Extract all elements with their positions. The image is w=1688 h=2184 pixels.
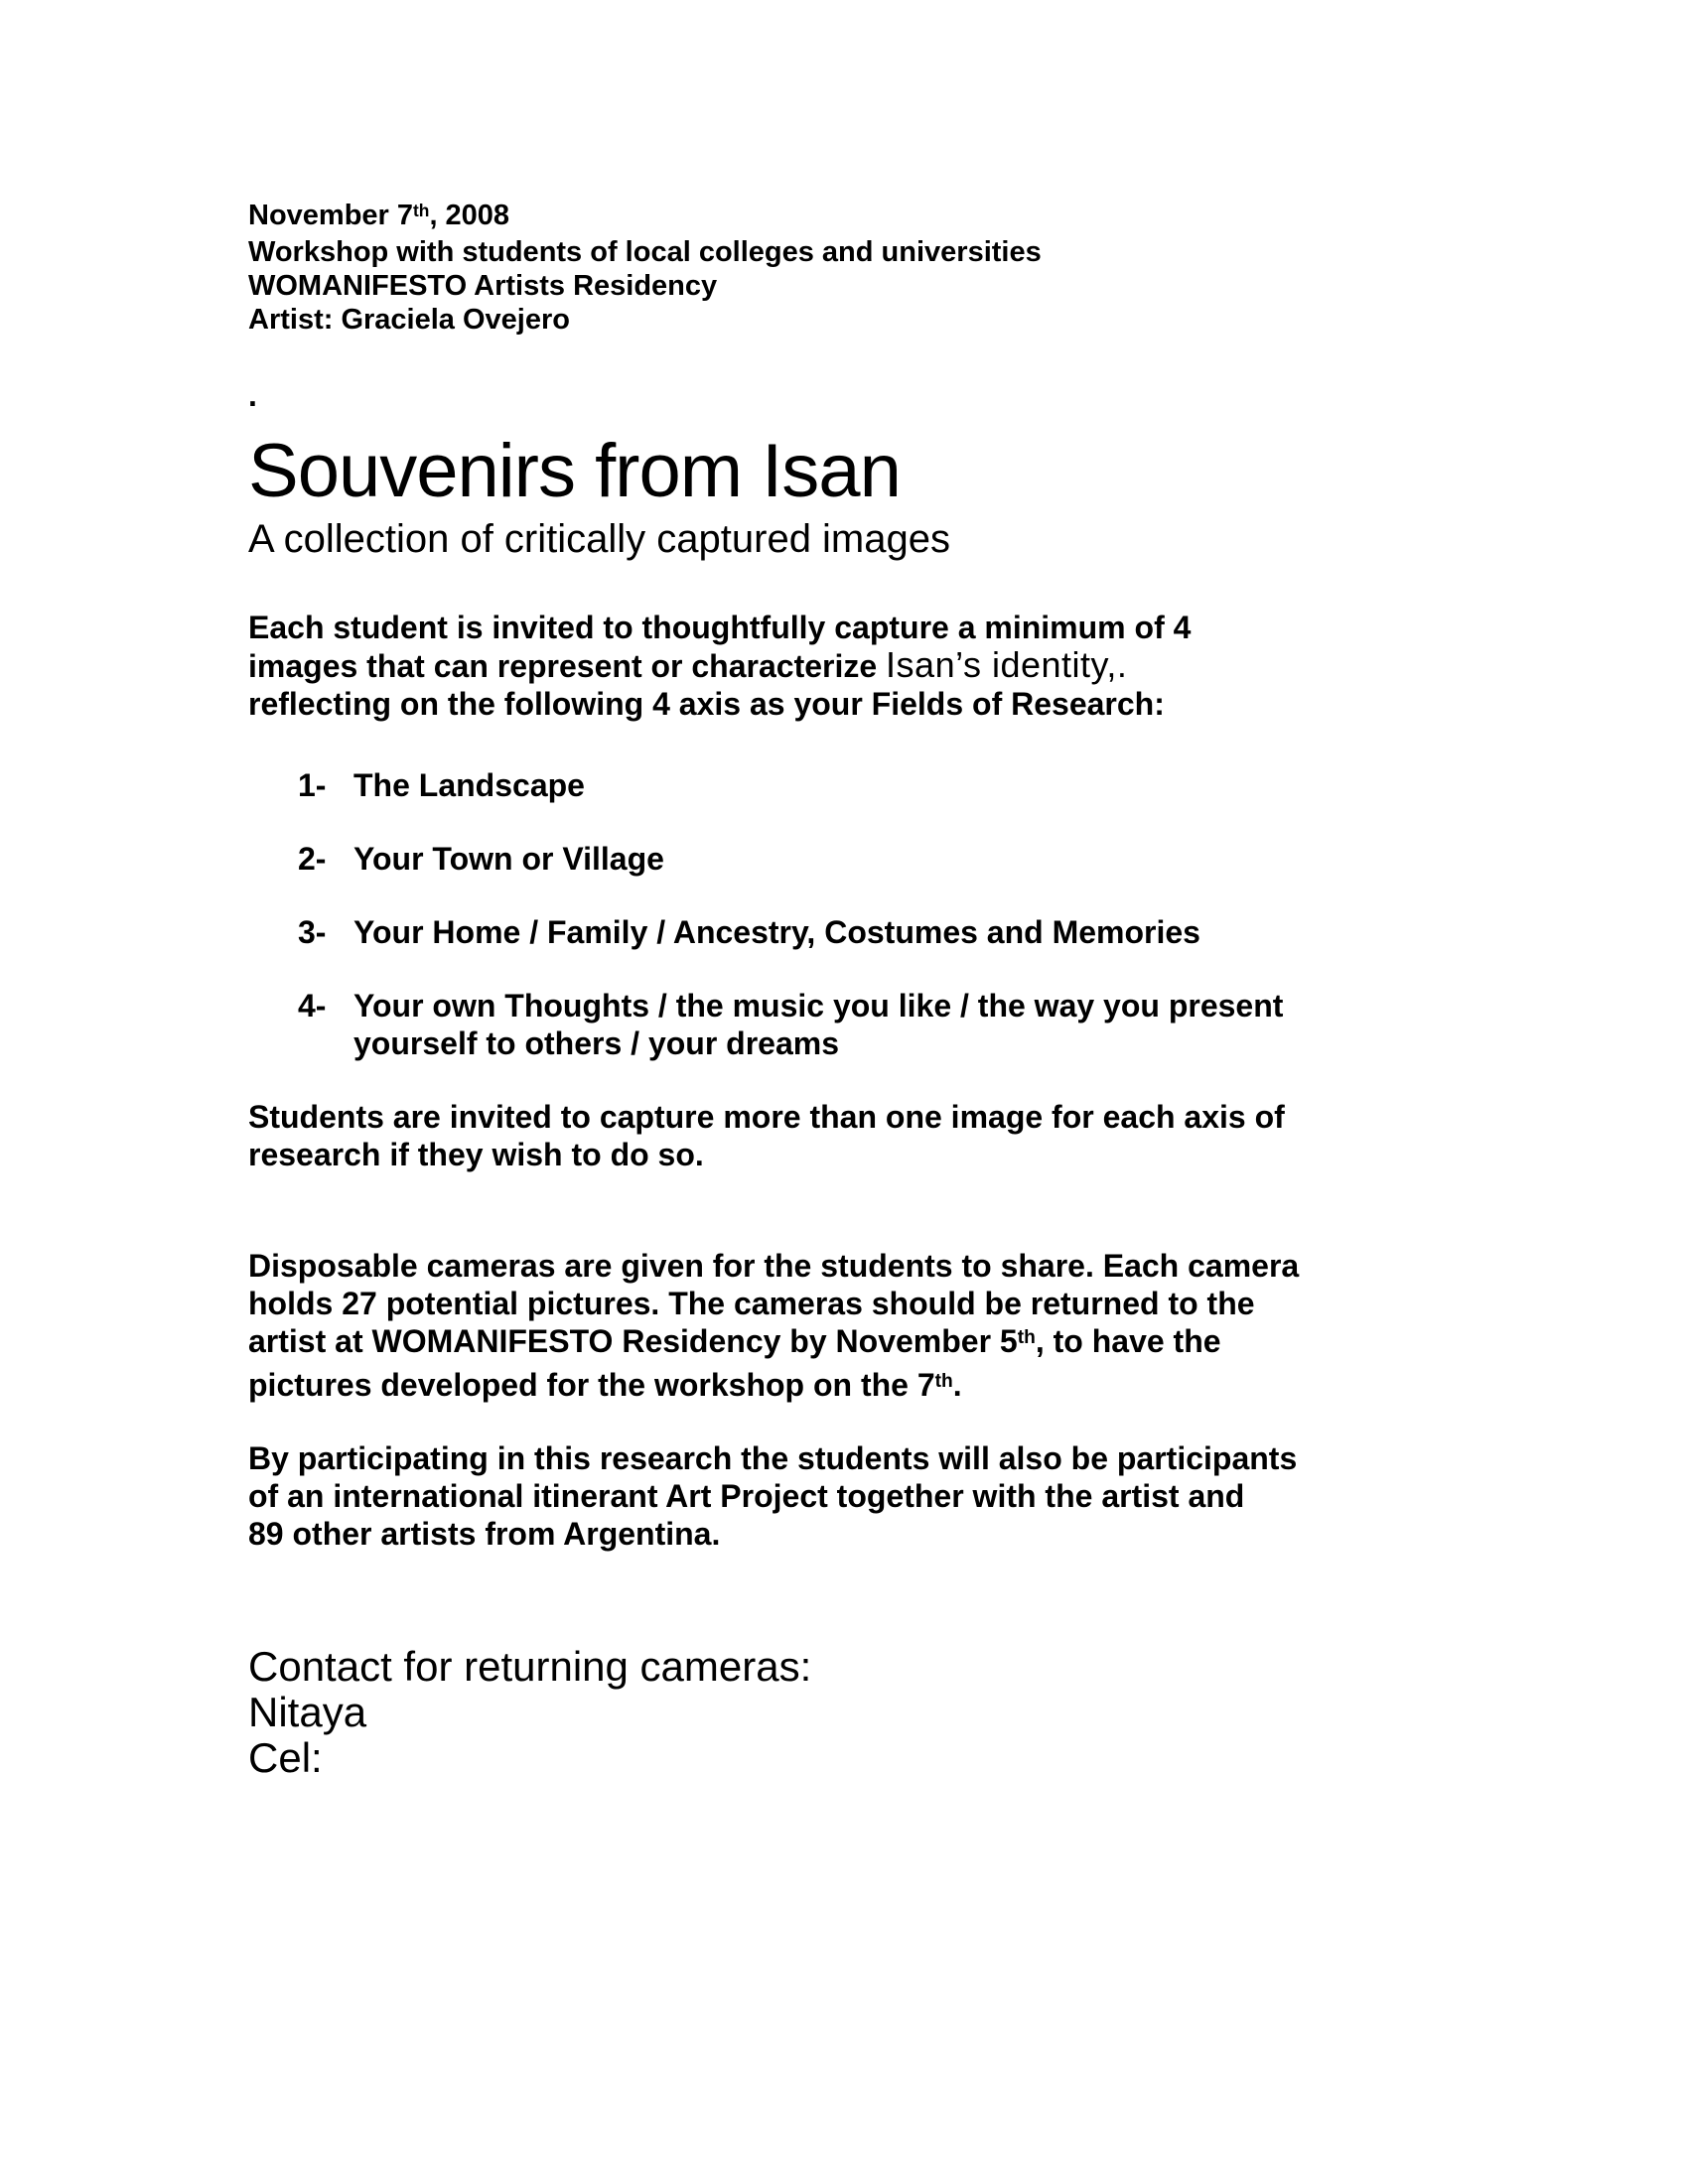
text-segment: Workshop with students of local colleges and universities bbox=[248, 236, 1042, 268]
text-line bbox=[248, 235, 1460, 269]
list-item-text bbox=[353, 987, 1283, 1062]
text-segment: By participating in this research the students will also be participants bbox=[248, 1440, 1298, 1476]
text-line bbox=[248, 199, 1460, 235]
text-segment: Students are invited to capture more than one image for each axis of bbox=[248, 1099, 1285, 1135]
list-item-text bbox=[353, 766, 585, 804]
text-line: yourself to others / your dreams bbox=[353, 1025, 840, 1061]
text-segment: Each student is invited to thoughtfully capture a minimum of 4 bbox=[248, 610, 1192, 645]
list-item bbox=[298, 840, 1460, 878]
text-line: Your Home / Family / Ancestry, Costumes and Memories bbox=[353, 914, 1200, 950]
text-segment: , to have the bbox=[1035, 1323, 1221, 1359]
list-item bbox=[298, 987, 1460, 1062]
header-block bbox=[248, 199, 1460, 337]
list-item-number: 2- bbox=[298, 841, 327, 877]
research-axes-list bbox=[248, 766, 1460, 1062]
text-segment: research if they wish to do so. bbox=[248, 1137, 704, 1172]
text-segment: reflecting on the following 4 axis as your Fields of Research: bbox=[248, 686, 1165, 722]
text-segment: artist at WOMANIFESTO Residency by November 5 bbox=[248, 1323, 1018, 1359]
list-item-number: 3- bbox=[298, 914, 327, 950]
contact-heading: Contact for returning cameras: bbox=[248, 1643, 812, 1690]
list-item bbox=[298, 913, 1460, 951]
text-segment: 89 other artists from Argentina. bbox=[248, 1516, 721, 1552]
text-segment: . bbox=[952, 1367, 962, 1403]
text-segment: Disposable cameras are given for the students to share. Each camera bbox=[248, 1248, 1300, 1284]
text-line bbox=[248, 1285, 1460, 1322]
text-line bbox=[248, 685, 1460, 723]
text-segment: Artist: Graciela Ovejero bbox=[248, 304, 570, 336]
text-segment: images that can represent or characterize bbox=[248, 648, 887, 684]
superscript-text: th bbox=[1017, 1327, 1036, 1349]
text-line: The Landscape bbox=[353, 767, 585, 803]
cameras-paragraph bbox=[248, 1247, 1460, 1410]
text-segment: , 2008 bbox=[429, 200, 510, 231]
contact-block bbox=[248, 1644, 1460, 1781]
list-item-number: 4- bbox=[298, 988, 327, 1024]
text-line bbox=[248, 609, 1460, 646]
stray-period: . bbox=[248, 377, 257, 413]
page-subtitle: A collection of critically captured images bbox=[248, 517, 950, 561]
page-title: Souvenirs from Isan bbox=[248, 429, 901, 513]
list-item-text bbox=[353, 913, 1200, 951]
text-line bbox=[248, 1439, 1460, 1477]
superscript-text: th bbox=[413, 201, 430, 221]
text-line bbox=[248, 303, 1460, 337]
superscript-text: th bbox=[934, 1371, 953, 1393]
text-line bbox=[248, 1515, 1460, 1553]
text-segment: November 7 bbox=[248, 200, 414, 231]
text-segment: of an international itinerant Art Project together with the artist and bbox=[248, 1478, 1245, 1514]
contact-cel: Cel: bbox=[248, 1734, 323, 1781]
text-line: Your own Thoughts / the music you like / the way you present bbox=[353, 988, 1284, 1024]
text-line bbox=[248, 1136, 1460, 1173]
text-segment: Isan’s identity,. bbox=[886, 644, 1128, 685]
list-item-text bbox=[353, 840, 664, 878]
text-line: Your Town or Village bbox=[353, 841, 664, 877]
text-line bbox=[248, 1098, 1460, 1136]
list-item-number: 1- bbox=[298, 767, 327, 803]
list-item bbox=[298, 766, 1460, 804]
text-line bbox=[248, 646, 1460, 685]
text-line bbox=[248, 1322, 1460, 1366]
participation-paragraph bbox=[248, 1439, 1460, 1553]
text-line bbox=[248, 1247, 1460, 1285]
students-paragraph bbox=[248, 1098, 1460, 1173]
text-segment: holds 27 potential pictures. The cameras should be returned to the bbox=[248, 1286, 1255, 1321]
intro-paragraph bbox=[248, 609, 1460, 723]
text-segment: WOMANIFESTO Artists Residency bbox=[248, 270, 718, 302]
text-line bbox=[248, 1366, 1460, 1410]
text-line bbox=[248, 269, 1460, 303]
text-line bbox=[248, 1477, 1460, 1515]
contact-name: Nitaya bbox=[248, 1689, 367, 1735]
text-segment: pictures developed for the workshop on the 7 bbox=[248, 1367, 935, 1403]
